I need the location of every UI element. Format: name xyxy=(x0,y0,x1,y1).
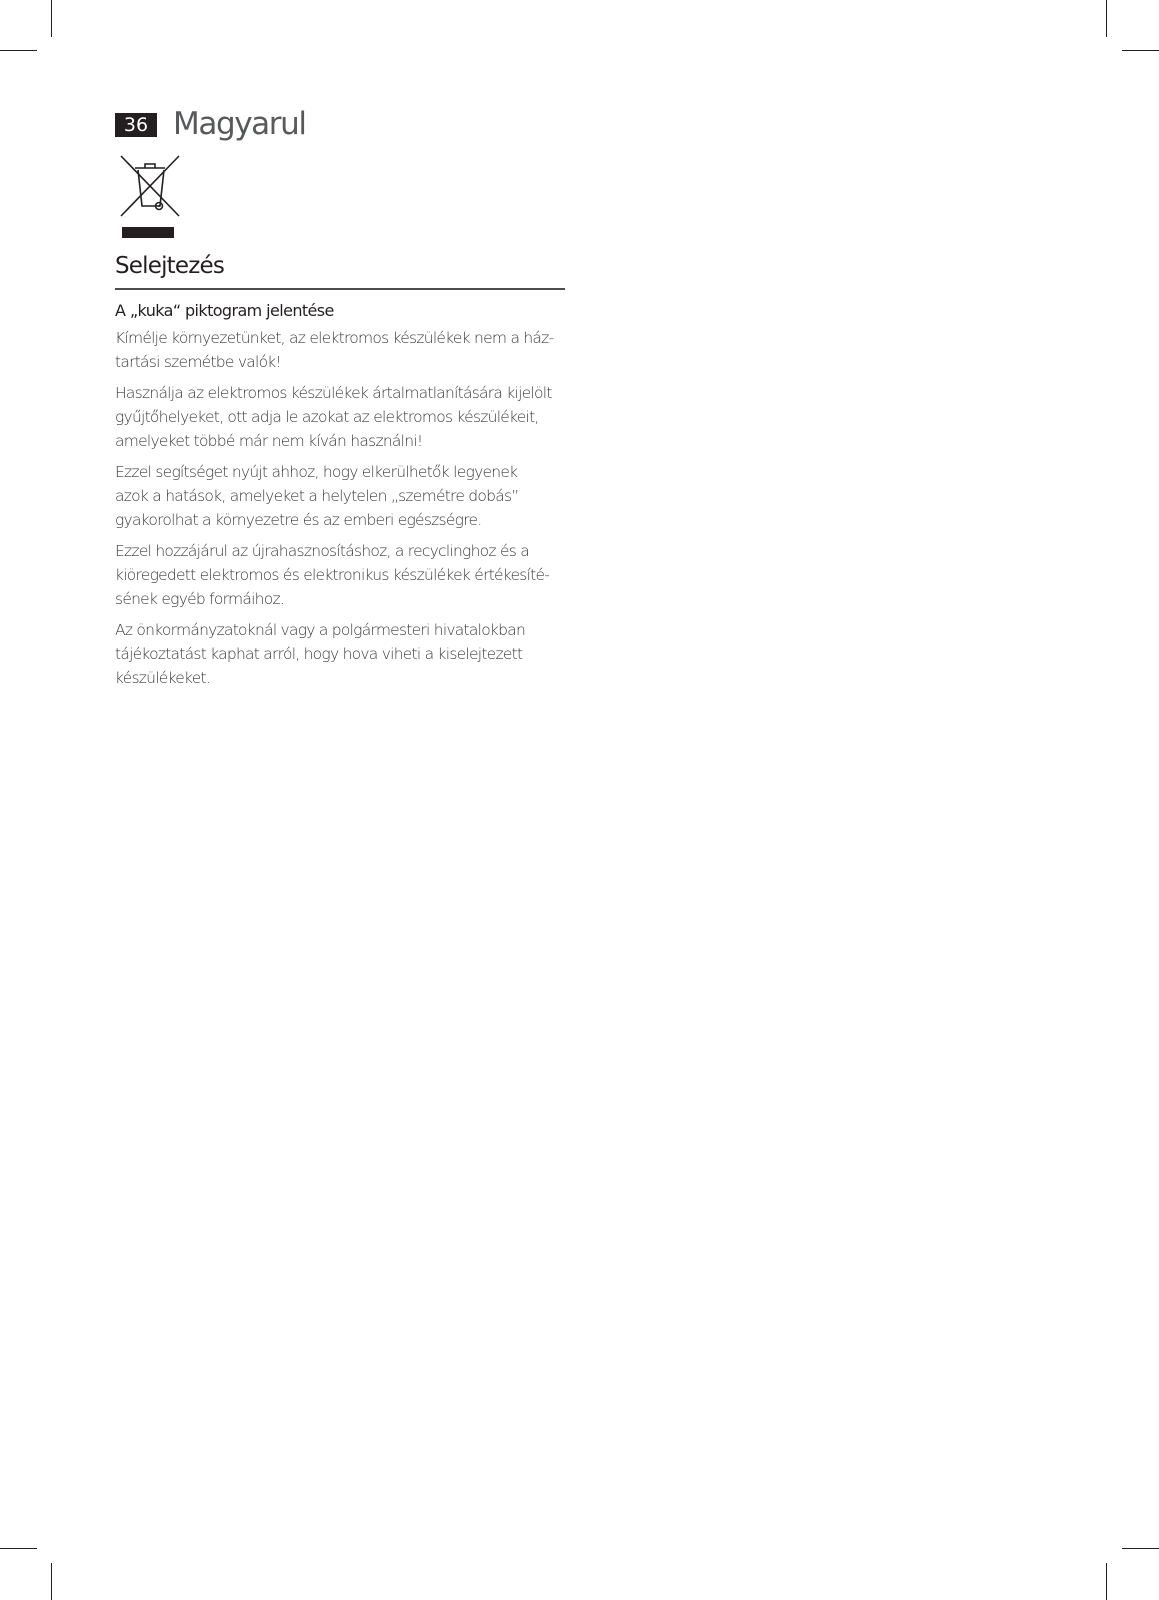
crop-mark-top-left-vertical xyxy=(51,0,52,37)
paragraph-line: Használja az elektromos készülékek ártalmatlanítására kijelölt xyxy=(115,384,552,402)
crop-mark-bottom-left-vertical xyxy=(51,1563,52,1600)
paragraph-line: azok a hatások, amelyeket a helytelen „szemétre dobás” xyxy=(115,487,519,505)
section-title: Selejtezés xyxy=(115,253,225,279)
paragraph-line: Ezzel hozzájárul az újrahasznosításhoz, a recyclinghoz és a xyxy=(115,542,529,560)
paragraph-line: Az önkormányzatoknál vagy a polgármesteri hivatalokban xyxy=(115,621,526,639)
paragraph-line: készülékeket. xyxy=(115,669,211,687)
crop-mark-top-right-horizontal xyxy=(1122,50,1159,51)
page-number: 36 xyxy=(115,113,157,137)
crossed-out-wheelie-bin-icon xyxy=(119,154,181,242)
paragraph-line: amelyeket többé már nem kíván használni! xyxy=(115,432,423,450)
section-divider xyxy=(115,288,565,290)
page-header xyxy=(115,104,306,144)
paragraph xyxy=(115,618,570,690)
paragraph-line: kiöregedett elektromos és elektronikus készülékek értékesíté- xyxy=(115,566,550,584)
page-title: Magyarul xyxy=(173,106,306,142)
paragraph xyxy=(115,460,570,532)
crop-mark-bottom-left-horizontal xyxy=(0,1548,37,1549)
section-body xyxy=(115,299,570,697)
paragraph-line: Kímélje környezetünket, az elektromos készülékek nem a ház- xyxy=(115,329,554,347)
paragraph-line: tartási szemétbe valók! xyxy=(115,353,281,371)
paragraph xyxy=(115,326,570,374)
crop-mark-top-right-vertical xyxy=(1106,0,1107,37)
paragraph-line: Ezzel segítséget nyújt ahhoz, hogy elkerülhetők legyenek xyxy=(115,463,518,481)
crop-mark-bottom-right-horizontal xyxy=(1122,1548,1159,1549)
paragraph-line: gyűjtőhelyeket, ott adja le azokat az elektromos készülékeit, xyxy=(115,408,539,426)
crop-mark-bottom-right-vertical xyxy=(1106,1563,1107,1600)
subheading: A „kuka“ piktogram jelentése xyxy=(115,301,334,320)
paragraph-line: gyakorolhat a környezetre és az emberi egészségre. xyxy=(115,511,482,529)
crop-mark-top-left-horizontal xyxy=(0,50,37,51)
paragraph xyxy=(115,539,570,611)
paragraph-line: tájékoztatást kaphat arról, hogy hova viheti a kiselejtezett xyxy=(115,645,523,663)
paragraph-line: sének egyéb formáihoz. xyxy=(115,590,285,608)
paragraph xyxy=(115,381,570,453)
